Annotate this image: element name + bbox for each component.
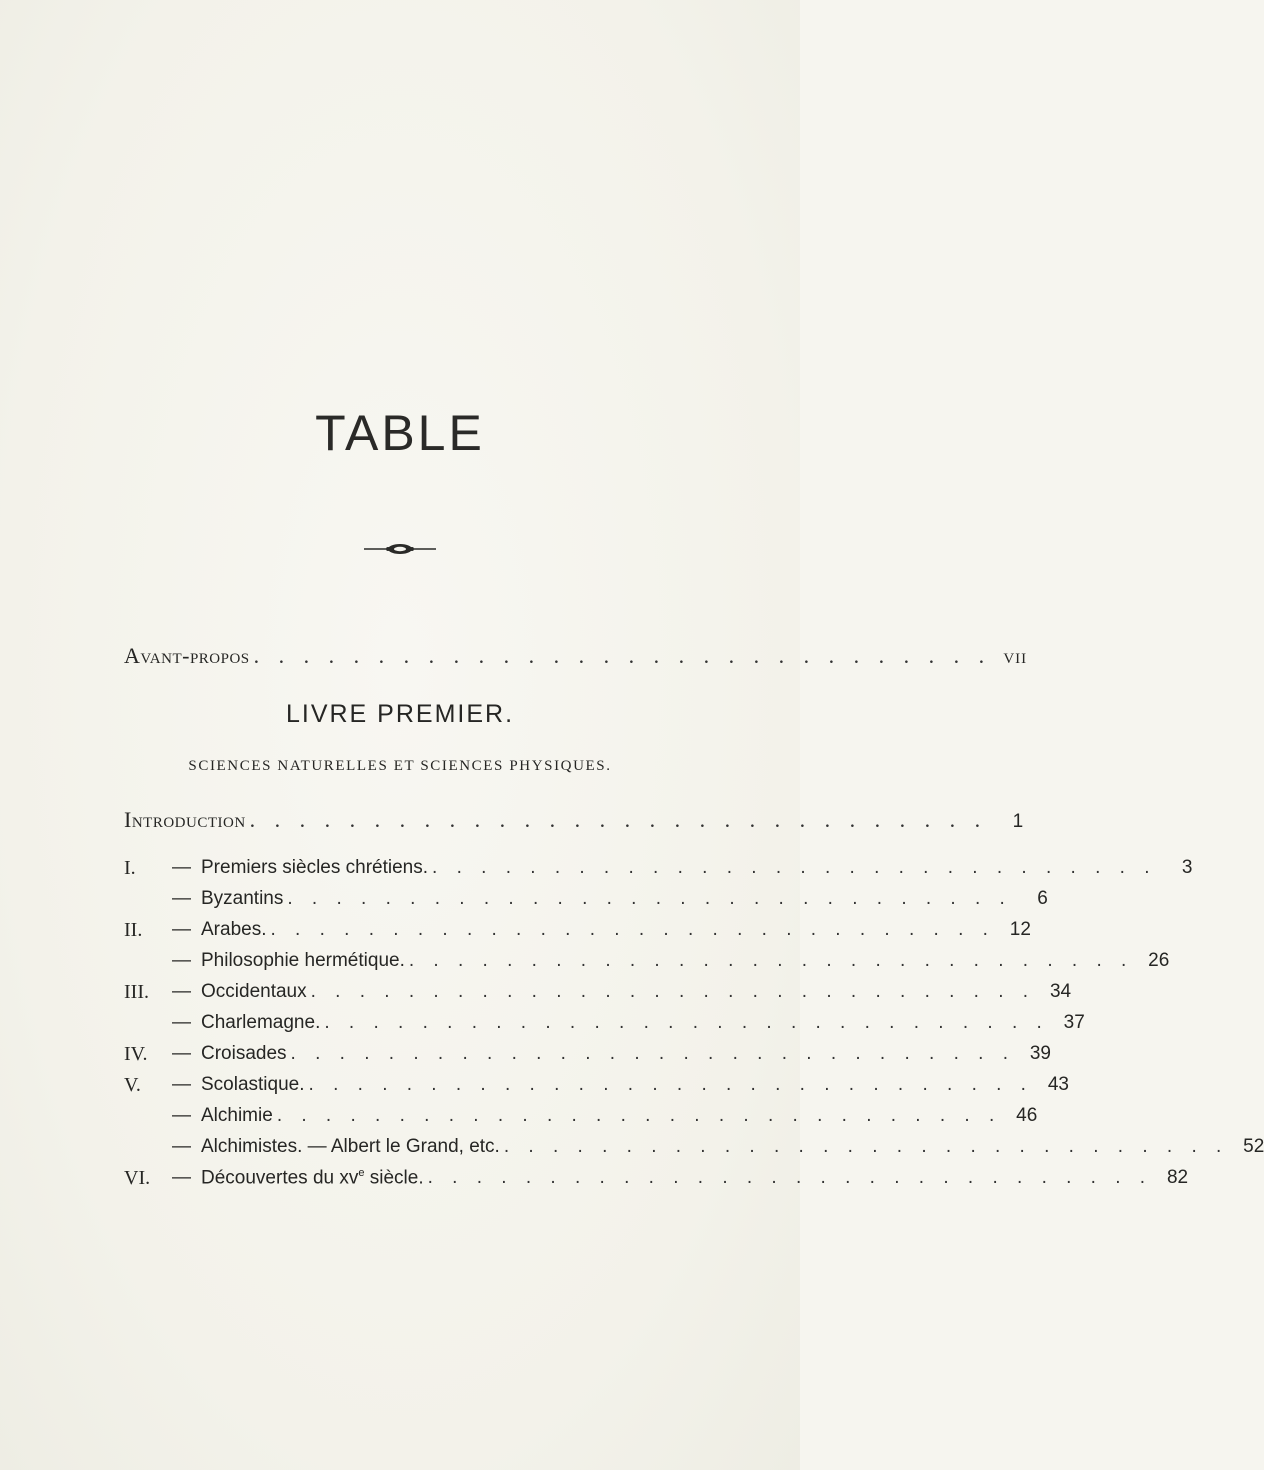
page-number: 26	[1148, 950, 1170, 971]
toc-entry	[172, 1012, 1085, 1034]
dot-leader: . . . . . . . . . . . . . . . . . . . . . . . . . . . . . .	[276, 1105, 1002, 1126]
dot-leader: . . . . . . . . . . . . . . . . . . . . . . . . . . . . . .	[427, 1167, 1153, 1189]
toc-row	[0, 888, 1048, 918]
page-number: 39	[1029, 1043, 1051, 1064]
page-number: 37	[1063, 1012, 1085, 1033]
toc-entry	[172, 1105, 1038, 1127]
page-number: 34	[1049, 981, 1072, 1002]
em-dash: —	[172, 888, 191, 909]
em-dash: —	[172, 857, 191, 878]
toc-row	[0, 857, 1193, 887]
em-dash: —	[172, 981, 191, 1002]
chapter-numeral: V.	[124, 1074, 141, 1096]
dot-leader: . . . . . . . . . . . . . . . . . . . . . . . . . . . . . .	[249, 807, 988, 832]
entry-label: Philosophie hermétique.	[201, 950, 405, 971]
em-dash: —	[172, 1043, 191, 1064]
entry-label: Byzantins	[201, 888, 284, 909]
em-dash: —	[172, 1136, 191, 1157]
page-number: 46	[1016, 1105, 1038, 1126]
entry-label: Alchimie	[201, 1105, 273, 1126]
em-dash: —	[172, 950, 191, 971]
page-number: VII	[1003, 651, 1028, 667]
dot-leader: . . . . . . . . . . . . . . . . . . . . . . . . . . . . . .	[253, 643, 992, 668]
page-number: 82	[1166, 1167, 1189, 1189]
entry-label: Premiers siècles chrétiens.	[201, 857, 429, 878]
dot-leader: . . . . . . . . . . . . . . . . . . . . . . . . . . . . . .	[310, 981, 1036, 1002]
entry-label: Arabes.	[201, 919, 267, 940]
em-dash: —	[172, 1167, 191, 1189]
entry-label: Occidentaux	[201, 981, 307, 1002]
toc-row	[0, 1074, 1069, 1104]
book-title: LIVRE PREMIER.	[285, 700, 515, 728]
toc-row	[0, 1105, 1038, 1135]
toc-row	[0, 1167, 1189, 1197]
page-number: 3	[1181, 857, 1193, 878]
book-subtitle: SCIENCES NATURELLES ET SCIENCES PHYSIQUES.	[188, 758, 612, 774]
toc-entry	[172, 1167, 1189, 1189]
dot-leader: . . . . . . . . . . . . . . . . . . . . . . . . . . . . . .	[503, 1136, 1229, 1157]
dot-leader: . . . . . . . . . . . . . . . . . . . . . . . . . . . . . .	[308, 1074, 1033, 1095]
chapter-numeral: II.	[124, 919, 143, 941]
toc-entry	[172, 1074, 1069, 1096]
introduction-label: Introduction	[124, 807, 246, 832]
century-superscript: e	[358, 1167, 365, 1179]
dot-leader: . . . . . . . . . . . . . . . . . . . . . . . . . . . . . .	[324, 1012, 1049, 1033]
dot-leader: . . . . . . . . . . . . . . . . . . . . . . . . . . . . . .	[287, 888, 1012, 909]
avant-propos-label: Avant-propos	[124, 643, 250, 668]
em-dash: —	[172, 1012, 191, 1033]
entry-label-suffix: siècle.	[364, 1167, 424, 1189]
toc-entry-introduction	[124, 807, 1024, 839]
entry-label: Croisades	[201, 1043, 287, 1064]
em-dash: —	[172, 919, 191, 940]
dot-leader: . . . . . . . . . . . . . . . . . . . . . . . . . . . . . .	[432, 857, 1157, 878]
chapter-numeral: VI.	[124, 1167, 151, 1189]
chapter-numeral: IV.	[124, 1043, 148, 1065]
entry-label: Charlemagne.	[201, 1012, 321, 1033]
dot-leader: . . . . . . . . . . . . . . . . . . . . . . . . . . . . . .	[290, 1043, 1015, 1064]
toc-row	[0, 919, 1031, 949]
entry-label	[201, 1167, 424, 1189]
em-dash: —	[172, 1074, 191, 1095]
toc-entry	[172, 919, 1031, 941]
page-number: 1	[1012, 811, 1024, 832]
page-title: TABLE	[315, 405, 485, 461]
toc-entry	[172, 981, 1072, 1003]
toc-entry	[172, 888, 1048, 910]
page-number: 6	[1037, 888, 1048, 909]
em-dash: —	[172, 1105, 191, 1126]
toc-entry	[172, 1136, 1264, 1158]
dot-leader: . . . . . . . . . . . . . . . . . . . . . . . . . . . . . .	[270, 919, 995, 940]
toc-row	[0, 1012, 1085, 1042]
toc-row	[0, 981, 1072, 1011]
entry-label: Alchimistes. — Albert le Grand, etc.	[201, 1136, 500, 1157]
toc-row	[0, 1043, 1051, 1073]
entry-label: Scolastique.	[201, 1074, 305, 1095]
toc-entry	[172, 857, 1193, 879]
page-number: 12	[1009, 919, 1031, 940]
chapter-numeral: III.	[124, 981, 149, 1003]
toc-row	[0, 1136, 1264, 1166]
entry-label-text: Découvertes du xv	[201, 1167, 359, 1189]
toc-entry	[172, 1043, 1051, 1065]
chapter-numeral: I.	[124, 857, 136, 879]
ornament-rule	[364, 541, 436, 557]
toc-entry-avant-propos	[124, 643, 1028, 677]
dot-leader: . . . . . . . . . . . . . . . . . . . . . . . . . . . . . .	[408, 950, 1134, 971]
page-number: 43	[1047, 1074, 1069, 1095]
toc-entry	[172, 950, 1170, 972]
toc-row	[0, 950, 1170, 980]
page-number: 52	[1243, 1136, 1264, 1157]
